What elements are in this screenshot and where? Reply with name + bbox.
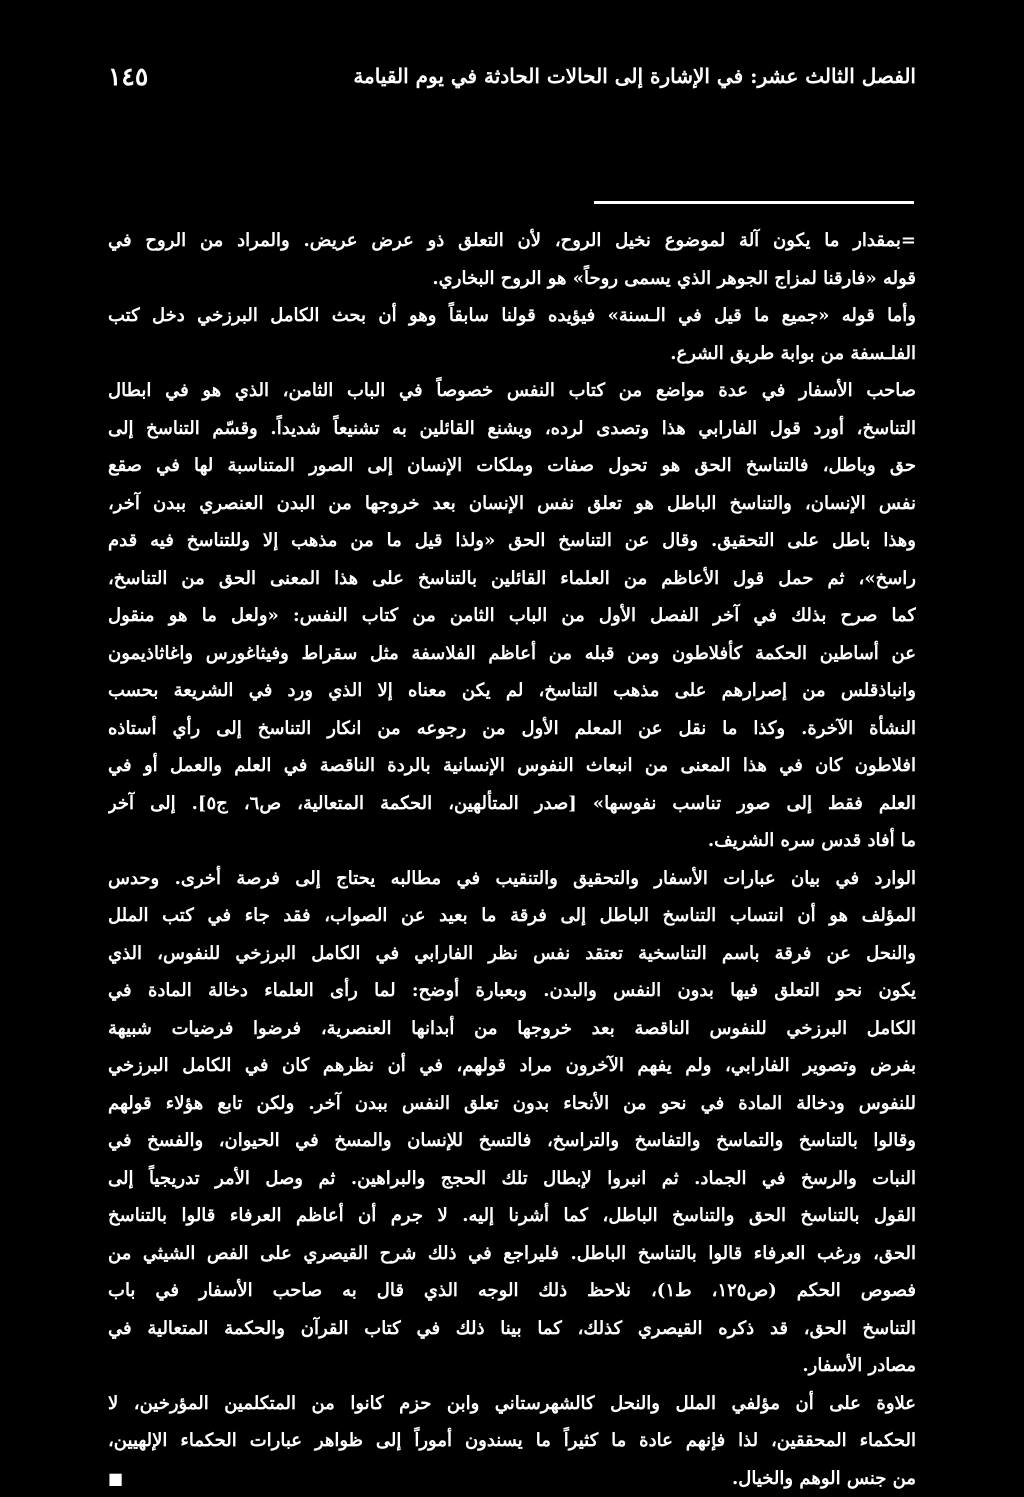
text-line: والنحل عن فرقة باسم التناسخية تعتقد نفس نظر الفارابي في الكامل البرزخي للنفوس، الذي (108, 935, 916, 973)
text-line: النشأة الآخرة. وكذا ما نقل عن المعلم الأول من رجوعه من انكار التناسخ إلى رأي أستاذه (108, 710, 916, 748)
text-line: كما صرح بذلك في آخر الفصل الأول من الباب الثامن من كتاب النفس: «ولعل ما هو منقول (108, 597, 916, 635)
text-line: يكون نحو التعلق فيها بدون النفس والبدن. وبعبارة أوضح: لما رأى العلماء دخالة المادة في (108, 972, 916, 1010)
text-line: وهذا باطل على التحقيق. وقال عن التناسخ الحق «ولذا قيل ما من مذهب إلا وللتناسخ فيه قدم (108, 522, 916, 560)
text-line: الحق، ورغب العرفاء قالوا بالتناسخ الباطل. فليراجع في ذلك شرح القيصري على الفص الشيثي من (108, 1235, 916, 1273)
text-line: التناسخ، أورد قول الفارابي هذا وتصدى لرده، ويشنع القائلين به تشنيعاً شديداً. وقسّم التناسخ إلى (108, 410, 916, 448)
text-line: راسخ»، ثم حمل قول الأعاظم من العلماء القائلين بالتناسخ على هذا المعنى الحق من التناسخ، (108, 560, 916, 598)
text-line: افلاطون كان في هذا المعنى من انبعاث النفوس الإنسانية بالردة الناقصة في العلم والعمل أو في (108, 747, 916, 785)
footnote-separator (594, 201, 914, 204)
final-line-text: من جنس الوهم والخيال. (732, 1460, 916, 1497)
text-line: بفرض وتصوير الفارابي، ولم يفهم الآخرون مراد قولهم، في أن نظرهم كان في الكامل البرزخي (108, 1047, 916, 1085)
text-line: ما أفاد قدس سره الشريف. (108, 822, 916, 860)
text-line: قوله «فارقنا لمزاج الجوهر الذي يسمى روحاً» هو الروح البخاري. (108, 260, 916, 298)
text-line: المؤلف هو أن انتساب التناسخ الباطل إلى فرقة ما بعيد عن الصواب، فقد جاء في كتب الملل (108, 897, 916, 935)
text-line: العلم فقط إلى صور تناسب نفوسها» [صدر المتألهين، الحكمة المتعالية، ص٦، ج٥]. إلى آخر (108, 785, 916, 823)
text-line: حق وباطل، فالتناسخ الحق هو تحول صفات وملكات الإنسان إلى الصور المتناسبة لها في صقع (108, 447, 916, 485)
text-line: علاوة على أن مؤلفي الملل والنحل كالشهرستاني وابن حزم كانوا من المتكلمين المؤرخين، لا (108, 1385, 916, 1423)
end-of-note-mark: ■ (108, 1460, 123, 1497)
text-line: الفلـسفة من بوابة طريق الشرع. (108, 335, 916, 373)
text-line: صاحب الأسفار في عدة مواضع من كتاب النفس خصوصاً في الباب الثامن، الذي هو في ابطال (108, 372, 916, 410)
text-line: الكامل البرزخي للنفوس الناقصة بعد خروجها من أبدانها العنصرية، فرضوا فرضيات شبيهة (108, 1010, 916, 1048)
text-line: وقالوا بالتناسخ والتماسخ والتفاسخ والتراسخ، فالتسخ للإنسان والمسخ في الحيوان، والفسخ في (108, 1122, 916, 1160)
text-line: نفس الإنسان، والتناسخ الباطل هو تعلق نفس الإنسان بعد خروجها من البدن العنصري ببدن آخر، (108, 485, 916, 523)
page-header (108, 54, 916, 98)
text-line: الوارد في بيان عبارات الأسفار والتحقيق والتنقيب في مطالبه يحتاج إلى فرصة أخرى. وحدس (108, 860, 916, 898)
text-line: عن أساطين الحكمة كأفلاطون ومن قبله من أعاظم الفلاسفة مثل سقراط وفيثاغورس واغاثاذيمون (108, 635, 916, 673)
page-number: ١٤٥ (108, 62, 148, 91)
text-line-final (108, 1460, 916, 1497)
text-line: التناسخ الحق، قد ذكره القيصري كذلك، كما بينا ذلك في كتاب القرآن والحكمة المتعالية في (108, 1310, 916, 1348)
text-line: فصوص الحكم (ص١٢٥، ط١)، نلاحظ ذلك الوجه الذي قال به صاحب الأسفار في باب (108, 1272, 916, 1310)
text-line: وانباذقلس من إصرارهم على مذهب التناسخ، لم يكن معناه إلا الذي ورد في الشريعة بحسب (108, 672, 916, 710)
text-line: النبات والرسخ في الجماد. ثم انبروا لإبطال تلك الحجج والبراهين. ثم وصل الأمر تدريجياً إلى (108, 1160, 916, 1198)
text-line: القول بالتناسخ الحق والتناسخ الباطل، كما أشرنا إليه. لا جرم أن أعاظم العرفاء قالوا بالتناسخ (108, 1197, 916, 1235)
footnote-text (108, 222, 916, 1497)
text-line: وأما قوله «جميع ما قيل في الـسنة» فيؤيده قولنا سابقاً وهو أن بحث الكامل البرزخي دخل كتب (108, 297, 916, 335)
text-line: الحكماء المحققين، لذا فإنهم عادة ما كثيراً ما يسندون أموراً إلى ظواهر عبارات الحكماء الإلهيين، (108, 1422, 916, 1460)
text-line: للنفوس ودخالة المادة في نحو من الأنحاء بدون تعلق النفس ببدن آخر. ولكن تابع هؤلاء قولهم (108, 1085, 916, 1123)
text-line: =بمقدار ما يكون آلة لموضوع نخيل الروح، لأن التعلق ذو عرض عريض. والمراد من الروح في (108, 222, 916, 260)
running-title: الفصل الثالث عشر: في الإشارة إلى الحالات الحادثة في يوم القيامة (353, 64, 916, 88)
text-line: مصادر الأسفار. (108, 1347, 916, 1385)
